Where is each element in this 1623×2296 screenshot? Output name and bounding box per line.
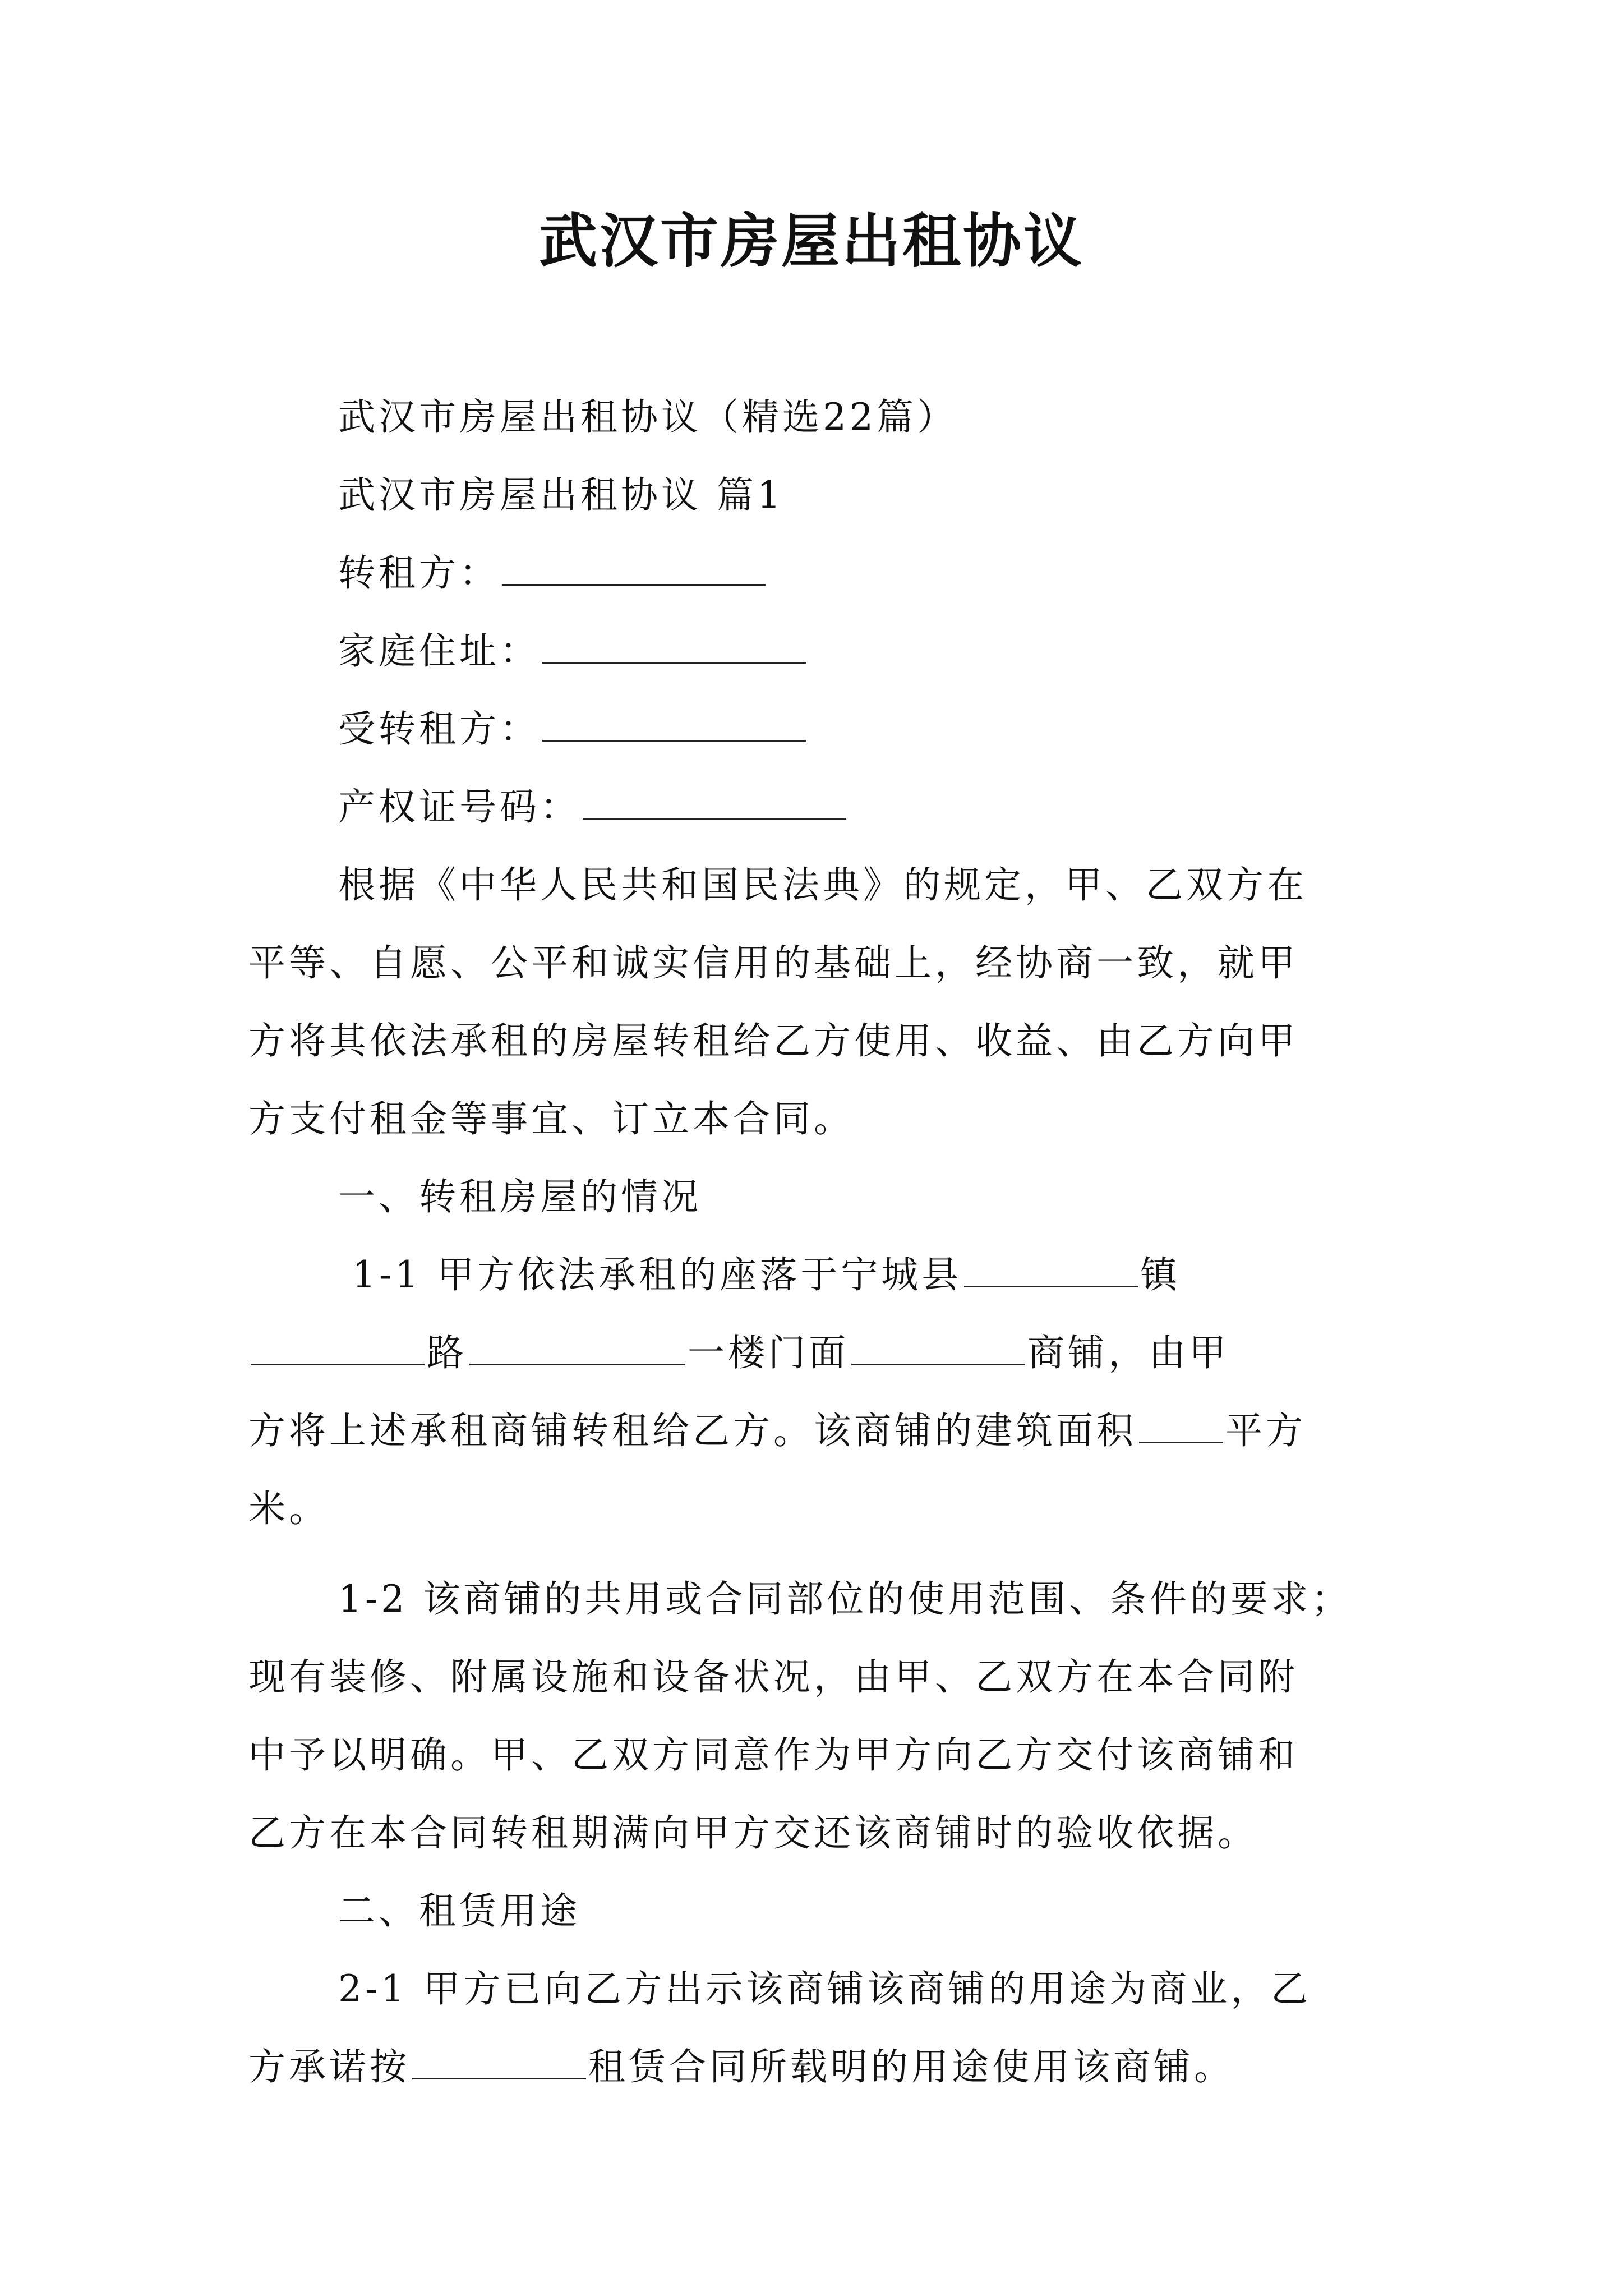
clause-2-1-suffix: 租赁合同所载明的用途使用该商铺。 xyxy=(588,2045,1234,2088)
clause-1-1-shop-label: 商铺，由甲 xyxy=(1027,1331,1229,1374)
clause-1-2-line-3: 中予以明确。甲、乙双方同意作为甲方向乙方交付该商铺和 xyxy=(248,1733,1298,1777)
document-body xyxy=(248,378,1387,2106)
clause-1-1-line-1 xyxy=(248,1236,1387,1314)
area-blank xyxy=(1139,1412,1223,1443)
sublessor-label: 转租方： xyxy=(338,551,500,595)
clause-1-1-town-suffix: 镇 xyxy=(1140,1253,1181,1296)
sublessee-blank xyxy=(542,711,806,742)
sublessee-field xyxy=(248,690,1387,768)
property-cert-blank xyxy=(583,789,846,820)
property-cert-label: 产权证号码： xyxy=(338,785,580,829)
clause-1-1-floor-label: 一楼门面 xyxy=(688,1331,849,1374)
document-subtitle: 武汉市房屋出租协议（精选22篇） xyxy=(338,395,957,439)
clause-2-1-line-2 xyxy=(248,2028,1387,2106)
contract-blank xyxy=(412,2049,586,2079)
sublessee-label: 受转租方： xyxy=(338,707,540,751)
section1-heading: 一、转租房屋的情况 xyxy=(338,1175,702,1218)
clause-1-2-line-4: 乙方在本合同转租期满向甲方交还该商铺时的验收依据。 xyxy=(248,1811,1258,1855)
sublessor-blank xyxy=(502,555,766,586)
page-title: 武汉市房屋出租协议 xyxy=(538,206,1084,275)
address-blank xyxy=(542,633,806,664)
clause-1-1-line-4: 米。 xyxy=(248,1487,329,1530)
clause-2-1-line-1: 2-1 甲方已向乙方出示该商铺该商铺的用途为商业，乙 xyxy=(338,1967,1312,2010)
section2-heading: 二、租赁用途 xyxy=(338,1889,580,1932)
address-label: 家庭住址： xyxy=(338,629,540,673)
town-blank xyxy=(964,1257,1138,1287)
clause-2-1-prefix: 方承诺按 xyxy=(248,2045,410,2088)
address-field xyxy=(248,612,1387,690)
floor-blank xyxy=(469,1335,685,1365)
intro-line-1: 根据《中华人民共和国民法典》的规定，甲、乙双方在 xyxy=(338,863,1307,907)
section-heading: 武汉市房屋出租协议 篇1 xyxy=(338,473,784,517)
shop-blank xyxy=(851,1335,1025,1365)
intro-line-3: 方将其依法承租的房屋转租给乙方使用、收益、由乙方向甲 xyxy=(248,1019,1298,1062)
clause-1-1-line-2 xyxy=(248,1314,1387,1392)
clause-1-2-line-1: 1-2 该商铺的共用或合同部位的使用范围、条件的要求； xyxy=(338,1577,1352,1621)
clause-1-2-line-2: 现有装修、附属设施和设备状况，由甲、乙双方在本合同附 xyxy=(248,1655,1298,1699)
intro-line-4: 方支付租金等事宜、订立本合同。 xyxy=(248,1097,854,1140)
sublessor-field xyxy=(248,534,1387,612)
clause-1-1-text: 1-1 甲方依法承租的座落于宁城县 xyxy=(352,1253,962,1296)
clause-1-1-line-3 xyxy=(248,1392,1387,1470)
clause-1-1-area-text: 方将上述承租商铺转租给乙方。该商铺的建筑面积 xyxy=(248,1409,1137,1452)
property-cert-field xyxy=(248,768,1387,846)
clause-1-1-road-label: 路 xyxy=(427,1331,467,1374)
intro-line-2: 平等、自愿、公平和诚实信用的基础上，经协商一致，就甲 xyxy=(248,941,1298,984)
road-blank xyxy=(251,1335,425,1365)
clause-1-1-area-unit: 平方 xyxy=(1225,1409,1306,1452)
